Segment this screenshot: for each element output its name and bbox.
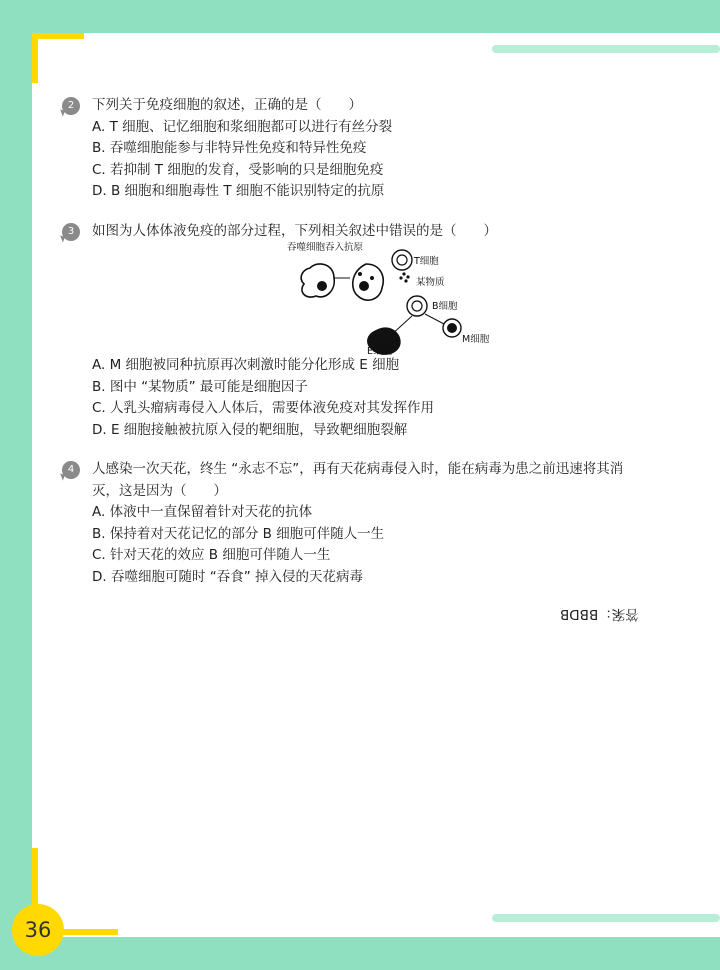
option-a: A. 体液中一直保留着针对天花的抗体 <box>92 504 313 520</box>
question-stem: 下列关于免疫细胞的叙述，正确的是（ ） <box>92 97 362 113</box>
antigen-dot <box>370 276 374 280</box>
question-3-options <box>62 355 682 441</box>
question-stem: 如图为人体体液免疫的部分过程，下列相关叙述中错误的是（ ） <box>92 223 497 239</box>
question-stem-line-1: 人感染一次天花，终生 “永志不忘”，再有天花病毒侵入时，能在病毒为患之前迅速将其消 <box>92 461 624 477</box>
option-a: A. M 细胞被同种抗原再次刺激时能分化形成 E 细胞 <box>92 357 400 373</box>
label-substance: 某物质 <box>416 277 445 288</box>
option-d: D. E 细胞接触被抗原入侵的靶细胞，导致靶细胞裂解 <box>92 421 408 438</box>
question-4 <box>62 459 682 588</box>
option-d: D. 吞噬细胞可随时 “吞食” 掉入侵的天花病毒 <box>92 568 364 585</box>
question-2 <box>62 95 682 203</box>
option-c: C. 若抑制 T 细胞的发育，受影响的只是细胞免疫 <box>92 161 384 178</box>
label-e-cell: E细胞 <box>367 346 393 357</box>
question-stem-line-2: 灭，这是因为（ ） <box>92 482 227 499</box>
arrow <box>425 314 444 324</box>
page-number: 36 <box>12 904 64 956</box>
corner-bracket-top-left-v <box>32 33 38 83</box>
option-c: C. 人乳头瘤病毒侵入人体后，需要体液免疫对其发挥作用 <box>92 400 435 416</box>
decor-bar-bottom <box>492 914 720 922</box>
question-number-badge: 3 <box>62 223 80 241</box>
option-c: C. 针对天花的效应 B 细胞可伴随人一生 <box>92 547 331 563</box>
label-b-cell: B细胞 <box>432 301 458 312</box>
m-cell-nucleus <box>447 323 457 333</box>
antigen-nucleus <box>359 281 369 291</box>
option-b: B. 图中 “某物质” 最可能是细胞因子 <box>92 378 308 395</box>
corner-bracket-top-left-h <box>32 33 84 39</box>
antigen-dot <box>358 272 362 276</box>
question-number-badge: 2 <box>62 97 80 115</box>
b-cell-nucleus <box>412 301 422 311</box>
phagocyte-cell <box>301 264 334 297</box>
option-d: D. B 细胞和细胞毒性 T 细胞不能识别特定的抗原 <box>92 183 385 199</box>
question-number-badge: 4 <box>62 461 80 479</box>
option-a: A. T 细胞、记忆细胞和浆细胞都可以进行有丝分裂 <box>92 118 393 135</box>
substance-dots <box>399 272 409 282</box>
phagocyte-nucleus <box>317 281 327 291</box>
decor-bar-top <box>492 45 720 53</box>
antigen-cell <box>353 264 383 300</box>
option-b: B. 保持着对天花记忆的部分 B 细胞可伴随人一生 <box>92 525 385 542</box>
label-t-cell: T细胞 <box>414 256 439 267</box>
option-b: B. 吞噬细胞能参与非特异性免疫和特异性免疫 <box>92 140 367 156</box>
t-cell <box>392 250 412 270</box>
immune-process-diagram <box>272 238 512 360</box>
label-m-cell: M细胞 <box>462 334 490 345</box>
b-cell <box>407 296 427 316</box>
answer-key-upside-down: 答案：BBDB <box>560 606 639 622</box>
label-phagocyte: 吞噬细胞吞入抗原 <box>287 242 364 253</box>
t-cell-nucleus <box>397 255 407 265</box>
